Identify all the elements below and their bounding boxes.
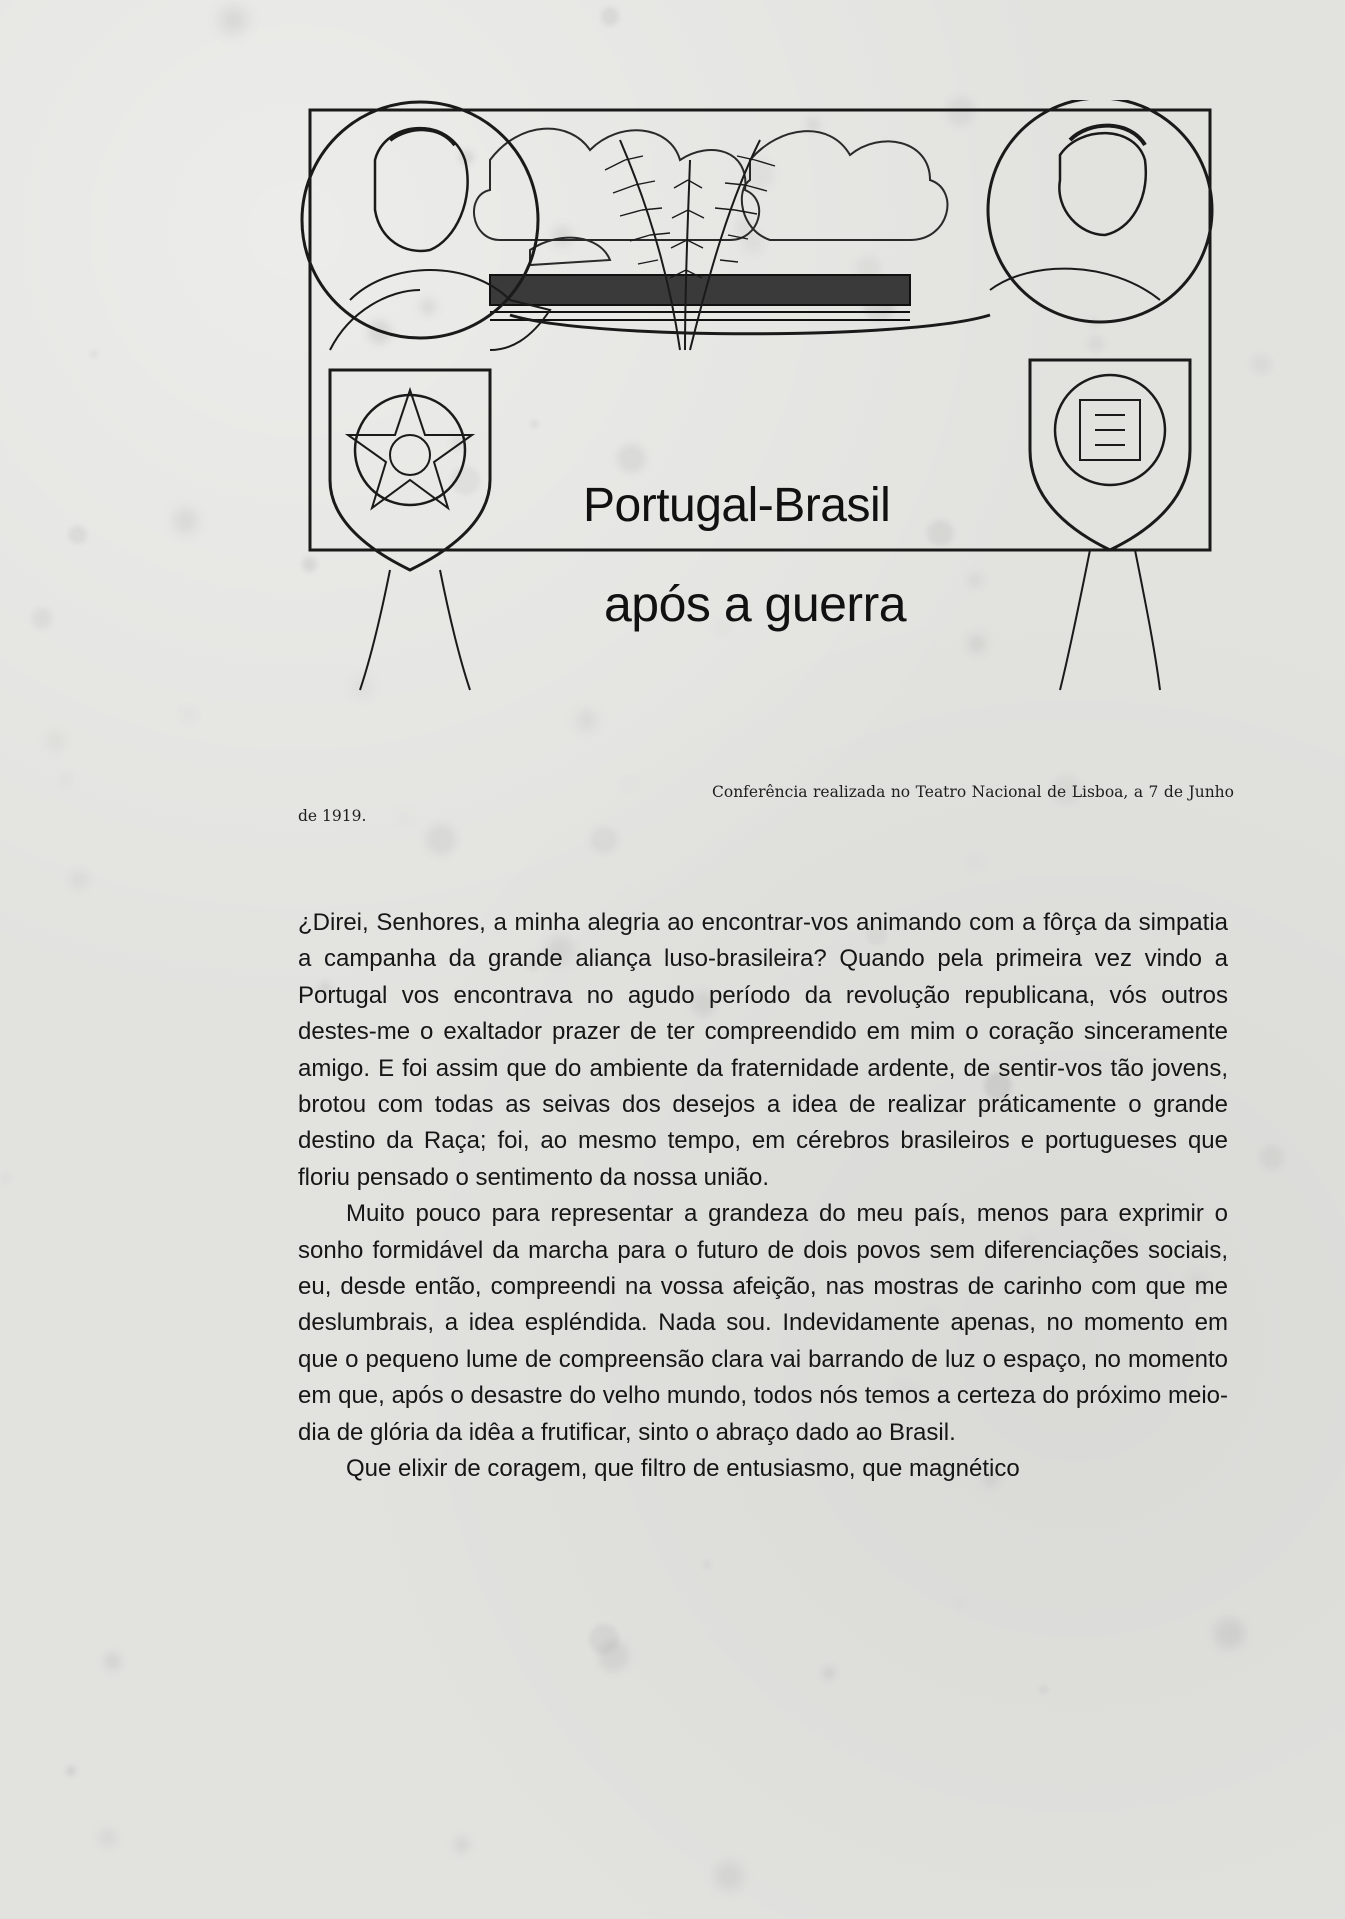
paper-speckle [590,826,618,854]
paper-speckle [219,6,248,35]
paper-speckle [454,1837,469,1852]
paragraph-2: Muito pouco para representar a grandeza do meu país, menos para exprimir o sonho formidável da marcha para o futuro de dois povos sem diferenciações sociais, eu, desde então, compreendi na vossa afeição, nas mostras de carinho com que me deslumbrais, a idea espléndida. Nada sou. Indevidamente apenas, no momento em que o pequeno lume de compreensão clara vai barrando de luz o espaço, no momento em que, após o desastre do velho mundo, todos nós temos a certeza do próximo meio-dia de glória da idêa a frutificar, sinto o abraço dado ao Brasil. [298,1200,1228,1446]
paper-speckle [1252,356,1270,374]
paper-speckle [1260,1145,1284,1169]
paper-speckle [426,824,457,855]
clouds [474,129,947,265]
paper-speckle [69,870,89,890]
paper-speckle [601,7,620,26]
title-line-2: após a guerra [604,576,907,632]
subtitle-conference: Conferência realizada no Teatro Nacional de Lisboa, a 7 de Junho de 1919. [298,783,1234,825]
title-line-1: Portugal-Brasil [583,479,891,532]
paragraph-3: Que elixir de coragem, que filtro de entusiasmo, que magnético [346,1455,1020,1483]
right-figure [988,100,1212,690]
paper-speckle [46,731,65,750]
paper-speckle [823,1667,835,1679]
paragraph-1: ¿Direi, Senhores, a minha alegria ao encontrar-vos animando com a fôrça da simpatia a campanha da grande aliança luso-brasileira? Quando pela primeira vez vindo a Portugal vos encontrava no agudo período da revolução republicana, vós outros destes-me o exaltador prazer de ter compreendido em mim o coração sinceramente amigo. E foi assim que do ambiente da fraternidade ardente, de sentir-vos tão jovens, brotou com todas as seivas dos desejos a idea de realizar práticamente o grande destino da Raça; foi, ao mesmo tempo, em cérebros brasileiros e portugueses que floriu pensado o sentimento da nossa união. [298,909,1228,1191]
paper-speckle [173,508,198,533]
paper-speckle [32,608,52,628]
clasped-arms [510,315,990,334]
body-text [298,905,1228,1488]
paper-speckle [1214,1618,1245,1649]
paper-speckle [714,1861,744,1891]
paper-speckle [954,1600,963,1609]
left-figure [302,102,550,690]
paper-speckle [576,709,598,731]
